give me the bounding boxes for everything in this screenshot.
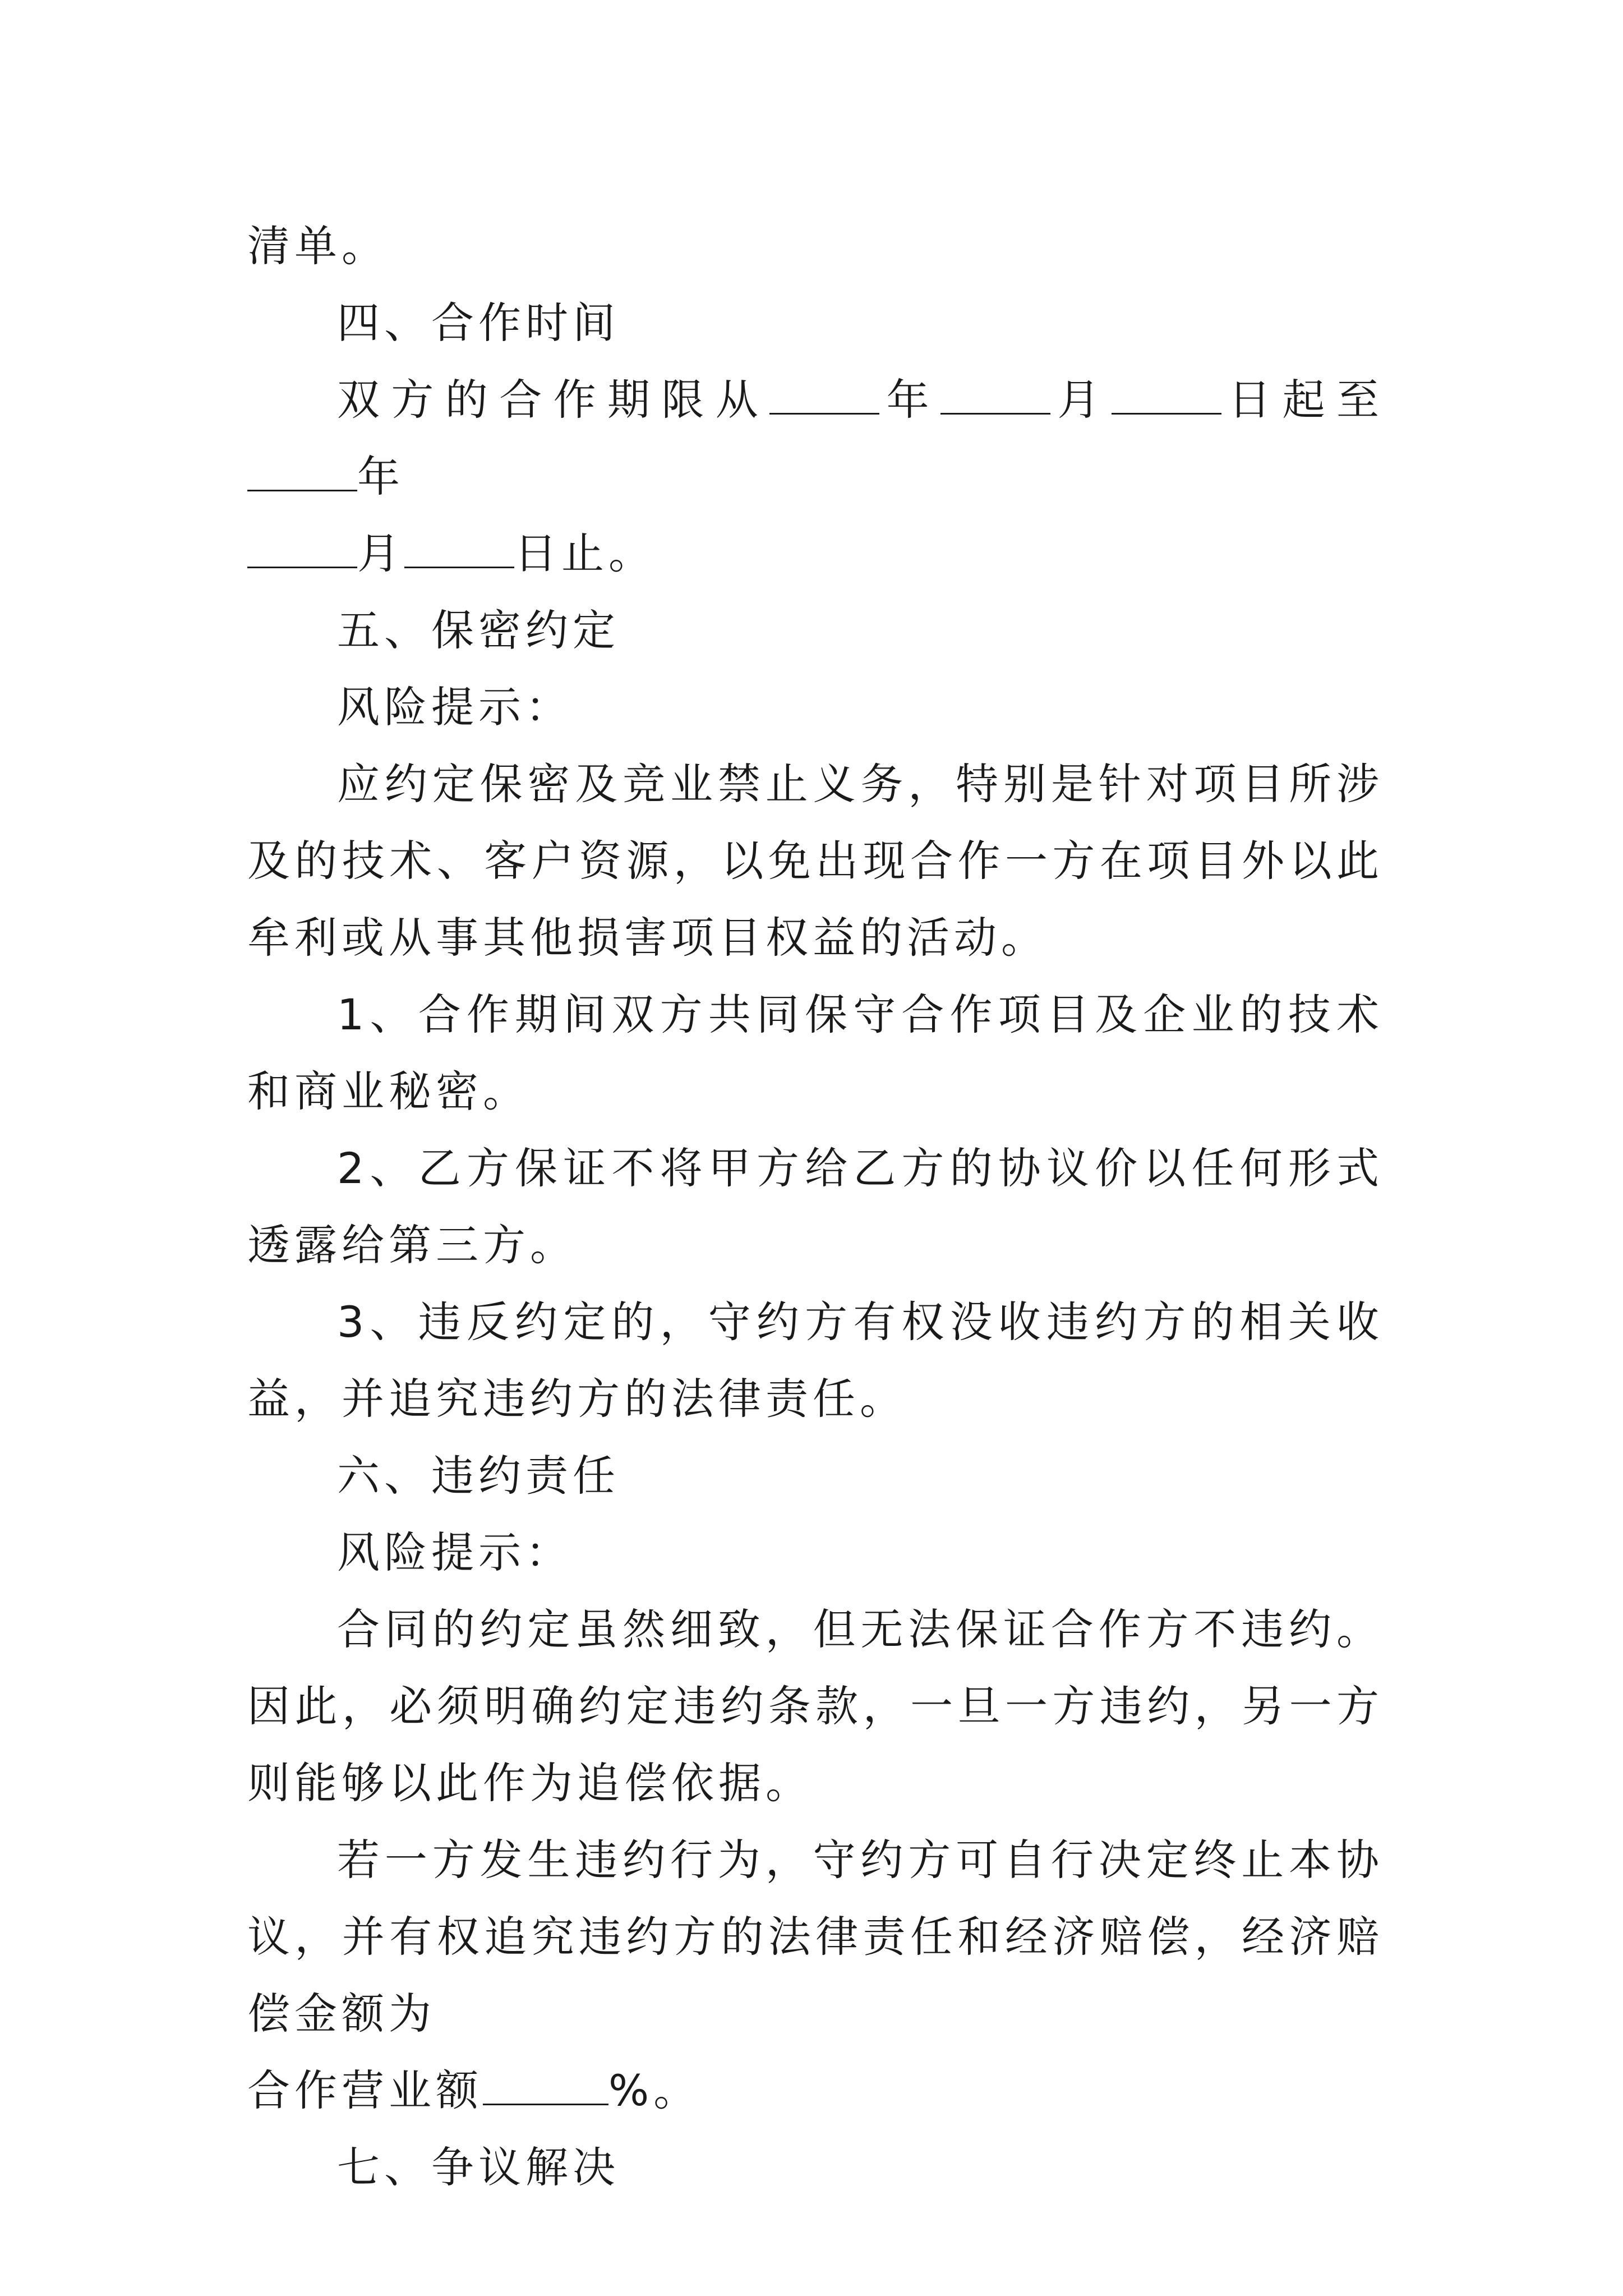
paragraph-confidentiality-risk: 应约定保密及竞业禁止义务，特别是针对项目所涉及的技术、客户资源，以免出现合作一方在项目外以此牟利或从事其他损害项目权益的活动。 — [247, 759, 1384, 963]
risk-tip-label: 风险提示： — [337, 682, 573, 732]
risk-tip-label: 风险提示： — [337, 1527, 573, 1577]
text-segment: 年 — [879, 375, 941, 425]
paragraph-list-end: 清单。 — [247, 221, 389, 271]
blank-end-day — [404, 527, 514, 568]
section-heading-cooperation-time: 四、合作时间 — [337, 298, 620, 348]
blank-end-month — [247, 527, 357, 568]
paragraph-breach-compensation: 若一方发生违约行为，守约方可自行决定终止本协议，并有权追究违约方的法律责任和经济赔偿，经济赔偿金额为 — [247, 1835, 1384, 2039]
text-segment: %。 — [608, 2065, 701, 2115]
blank-percentage — [483, 2064, 608, 2105]
blank-start-month — [940, 374, 1050, 415]
section-heading-dispute: 七、争议解决 — [337, 2142, 620, 2192]
paragraph-liability-risk: 合同的约定虽然细致，但无法保证合作方不违约。因此，必须明确约定违约条款，一旦一方违约，另一方则能够以此作为追偿依据。 — [247, 1604, 1384, 1808]
text-segment: 双方的合作期限从 — [337, 375, 770, 425]
clause-2: 2、乙方保证不将甲方给乙方的协议价以任何形式透露给第三方。 — [247, 1143, 1384, 1270]
text-segment: 年 — [357, 452, 404, 501]
document-body — [247, 208, 1384, 2206]
section-heading-confidentiality: 五、保密约定 — [337, 605, 620, 655]
blank-end-year — [247, 450, 357, 491]
blank-start-day — [1112, 374, 1221, 415]
text-segment: 月 — [1050, 375, 1112, 425]
text-segment: 日止。 — [514, 528, 656, 578]
paragraph-compensation-rate — [247, 2052, 1384, 2129]
paragraph-cooperation-period — [247, 361, 1384, 592]
text-segment: 月 — [357, 528, 404, 578]
text-segment: 合作营业额 — [247, 2065, 483, 2115]
clause-3: 3、违反约定的，守约方有权没收违约方的相关收益，并追究违约方的法律责任。 — [247, 1297, 1384, 1424]
blank-start-year — [769, 374, 879, 415]
clause-1: 1、合作期间双方共同保守合作项目及企业的技术和商业秘密。 — [247, 990, 1384, 1116]
section-heading-liability: 六、违约责任 — [337, 1451, 620, 1501]
text-segment: 日起至 — [1221, 375, 1384, 425]
